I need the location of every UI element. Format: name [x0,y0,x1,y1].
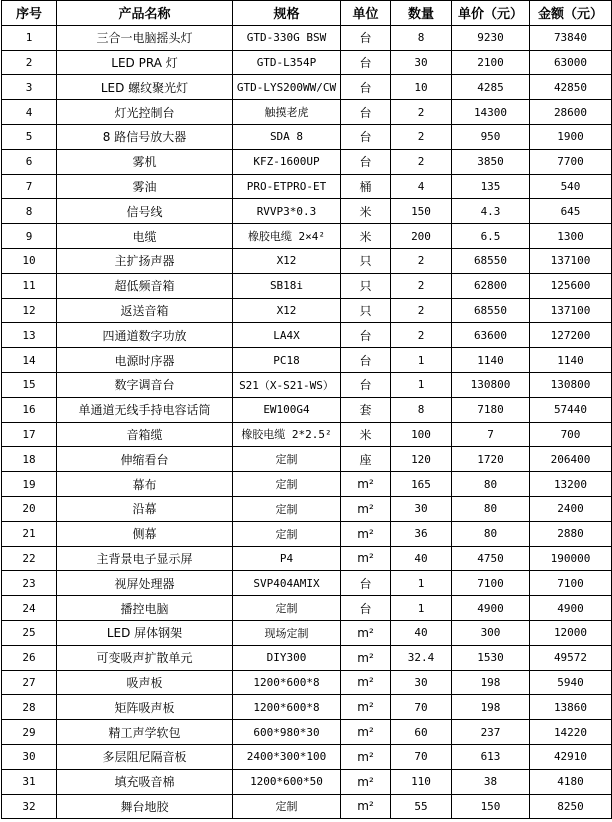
cell-row-index: 16 [2,397,57,422]
cell-spec: 1200*600*8 [233,670,341,695]
cell-row-index: 30 [2,744,57,769]
cell-row-index: 18 [2,447,57,472]
table-row [2,472,612,497]
cell-quantity: 8 [391,397,452,422]
cell-quantity: 2 [391,124,452,149]
cell-quantity: 70 [391,744,452,769]
cell-spec: EW100G4 [233,397,341,422]
table-row [2,348,612,373]
cell-unit: 台 [341,596,391,621]
cell-unit-price: 38 [452,769,530,794]
cell-quantity: 2 [391,100,452,125]
cell-spec: 定制 [233,447,341,472]
cell-unit: m² [341,720,391,745]
cell-unit-price: 6.5 [452,224,530,249]
cell-product-name: 音箱缆 [57,422,233,447]
cell-spec: 橡胶电缆 2×4² [233,224,341,249]
table-row [2,50,612,75]
table-row [2,695,612,720]
cell-product-name: 可变吸声扩散单元 [57,645,233,670]
table-row [2,596,612,621]
table-row [2,273,612,298]
col-header-unit: 单位 [341,1,391,26]
cell-unit-price: 68550 [452,248,530,273]
cell-quantity: 4 [391,174,452,199]
cell-row-index: 7 [2,174,57,199]
cell-amount: 13860 [530,695,612,720]
cell-row-index: 21 [2,521,57,546]
cell-spec: 600*980*30 [233,720,341,745]
cell-spec: 定制 [233,794,341,819]
cell-quantity: 1 [391,571,452,596]
cell-unit: 桶 [341,174,391,199]
cell-amount: 13200 [530,472,612,497]
cell-unit: m² [341,769,391,794]
cell-amount: 42910 [530,744,612,769]
cell-product-name: 8 路信号放大器 [57,124,233,149]
cell-spec: DIY300 [233,645,341,670]
cell-product-name: 雾机 [57,149,233,174]
cell-unit-price: 1720 [452,447,530,472]
cell-quantity: 1 [391,596,452,621]
cell-amount: 645 [530,199,612,224]
cell-amount: 190000 [530,546,612,571]
cell-row-index: 6 [2,149,57,174]
table-row [2,670,612,695]
table-row [2,496,612,521]
cell-product-name: 播控电脑 [57,596,233,621]
cell-unit: 米 [341,422,391,447]
cell-quantity: 40 [391,546,452,571]
cell-unit: 只 [341,273,391,298]
cell-spec: SDA 8 [233,124,341,149]
cell-unit: 台 [341,75,391,100]
table-row [2,769,612,794]
cell-unit: m² [341,472,391,497]
table-row [2,323,612,348]
cell-amount: 137100 [530,248,612,273]
cell-amount: 127200 [530,323,612,348]
cell-spec: SVP404AMIX [233,571,341,596]
cell-amount: 137100 [530,298,612,323]
cell-product-name: 四通道数字功放 [57,323,233,348]
table-row [2,372,612,397]
cell-unit: 米 [341,224,391,249]
cell-amount: 4180 [530,769,612,794]
cell-quantity: 2 [391,323,452,348]
cell-spec: LA4X [233,323,341,348]
cell-row-index: 15 [2,372,57,397]
cell-spec: P4 [233,546,341,571]
cell-unit-price: 4285 [452,75,530,100]
table-row [2,224,612,249]
cell-product-name: 超低频音箱 [57,273,233,298]
cell-quantity: 30 [391,496,452,521]
cell-amount: 125600 [530,273,612,298]
cell-product-name: 幕布 [57,472,233,497]
cell-amount: 1300 [530,224,612,249]
cell-quantity: 120 [391,447,452,472]
cell-product-name: 填充吸音棉 [57,769,233,794]
cell-amount: 63000 [530,50,612,75]
cell-amount: 7700 [530,149,612,174]
col-header-product-name: 产品名称 [57,1,233,26]
cell-amount: 1900 [530,124,612,149]
cell-unit-price: 63600 [452,323,530,348]
table-row [2,75,612,100]
cell-row-index: 25 [2,620,57,645]
cell-unit-price: 7 [452,422,530,447]
cell-row-index: 17 [2,422,57,447]
table-body [2,25,612,819]
cell-unit-price: 150 [452,794,530,819]
cell-quantity: 60 [391,720,452,745]
cell-row-index: 26 [2,645,57,670]
cell-unit: 台 [341,124,391,149]
cell-product-name: 多层阻尼隔音板 [57,744,233,769]
cell-quantity: 1 [391,348,452,373]
cell-unit: m² [341,670,391,695]
col-header-spec: 规格 [233,1,341,26]
cell-unit-price: 130800 [452,372,530,397]
col-header-amount: 金额（元） [530,1,612,26]
cell-quantity: 32.4 [391,645,452,670]
table-row [2,25,612,50]
cell-unit-price: 80 [452,496,530,521]
cell-amount: 28600 [530,100,612,125]
cell-unit: 米 [341,199,391,224]
cell-spec: 定制 [233,496,341,521]
cell-quantity: 150 [391,199,452,224]
cell-row-index: 9 [2,224,57,249]
col-header-unit-price: 单价（元） [452,1,530,26]
cell-spec: GTD-LYS200WW/CW [233,75,341,100]
cell-amount: 8250 [530,794,612,819]
cell-product-name: 返送音箱 [57,298,233,323]
cell-product-name: LED PRA 灯 [57,50,233,75]
cell-unit-price: 68550 [452,298,530,323]
cell-quantity: 165 [391,472,452,497]
cell-spec: PRO-ETPRO-ET [233,174,341,199]
cell-unit-price: 613 [452,744,530,769]
cell-unit: m² [341,794,391,819]
cell-product-name: 侧幕 [57,521,233,546]
cell-product-name: 矩阵吸声板 [57,695,233,720]
cell-row-index: 11 [2,273,57,298]
cell-product-name: 灯光控制台 [57,100,233,125]
table-row [2,620,612,645]
cell-spec: 橡胶电缆 2*2.5² [233,422,341,447]
cell-spec: X12 [233,298,341,323]
cell-quantity: 70 [391,695,452,720]
cell-spec: GTD-L354P [233,50,341,75]
cell-product-name: 伸缩看台 [57,447,233,472]
cell-unit: 套 [341,397,391,422]
cell-unit-price: 80 [452,472,530,497]
cell-row-index: 24 [2,596,57,621]
cell-unit: m² [341,521,391,546]
cell-spec: X12 [233,248,341,273]
cell-row-index: 12 [2,298,57,323]
cell-product-name: 视屏处理器 [57,571,233,596]
cell-amount: 5940 [530,670,612,695]
cell-row-index: 10 [2,248,57,273]
cell-spec: KFZ-1600UP [233,149,341,174]
cell-unit-price: 237 [452,720,530,745]
col-header-quantity: 数量 [391,1,452,26]
cell-amount: 206400 [530,447,612,472]
cell-quantity: 40 [391,620,452,645]
cell-unit: 台 [341,571,391,596]
cell-quantity: 8 [391,25,452,50]
cell-unit-price: 135 [452,174,530,199]
cell-quantity: 110 [391,769,452,794]
cell-unit-price: 4750 [452,546,530,571]
table-row [2,720,612,745]
cell-amount: 42850 [530,75,612,100]
cell-unit-price: 62800 [452,273,530,298]
cell-quantity: 55 [391,794,452,819]
cell-row-index: 28 [2,695,57,720]
equipment-price-table [1,0,612,819]
cell-row-index: 2 [2,50,57,75]
cell-spec: 2400*300*100 [233,744,341,769]
cell-row-index: 22 [2,546,57,571]
cell-spec: 定制 [233,596,341,621]
cell-unit-price: 3850 [452,149,530,174]
cell-spec: 现场定制 [233,620,341,645]
cell-amount: 7100 [530,571,612,596]
cell-row-index: 23 [2,571,57,596]
cell-amount: 130800 [530,372,612,397]
cell-row-index: 3 [2,75,57,100]
cell-product-name: 电源时序器 [57,348,233,373]
cell-unit: m² [341,496,391,521]
cell-amount: 57440 [530,397,612,422]
cell-quantity: 2 [391,298,452,323]
cell-unit: m² [341,744,391,769]
cell-unit: 座 [341,447,391,472]
table-row [2,100,612,125]
cell-product-name: 三合一电脑摇头灯 [57,25,233,50]
cell-product-name: 信号线 [57,199,233,224]
cell-unit: 台 [341,25,391,50]
cell-spec: PC18 [233,348,341,373]
cell-quantity: 30 [391,50,452,75]
cell-unit-price: 4900 [452,596,530,621]
cell-row-index: 27 [2,670,57,695]
cell-amount: 49572 [530,645,612,670]
cell-product-name: 精工声学软包 [57,720,233,745]
cell-product-name: LED 螺纹聚光灯 [57,75,233,100]
cell-row-index: 13 [2,323,57,348]
cell-amount: 540 [530,174,612,199]
cell-product-name: 数字调音台 [57,372,233,397]
cell-amount: 2400 [530,496,612,521]
table-row [2,248,612,273]
cell-unit-price: 80 [452,521,530,546]
cell-unit-price: 1140 [452,348,530,373]
table-row [2,124,612,149]
cell-unit: 台 [341,372,391,397]
table-row [2,521,612,546]
cell-unit-price: 4.3 [452,199,530,224]
cell-quantity: 2 [391,149,452,174]
cell-quantity: 200 [391,224,452,249]
cell-product-name: 吸声板 [57,670,233,695]
cell-unit: 台 [341,348,391,373]
cell-spec: SB18i [233,273,341,298]
cell-spec: 触摸老虎 [233,100,341,125]
table-row [2,422,612,447]
cell-unit-price: 7180 [452,397,530,422]
cell-unit: m² [341,546,391,571]
table-row [2,174,612,199]
cell-quantity: 2 [391,248,452,273]
cell-unit-price: 300 [452,620,530,645]
cell-spec: 1200*600*50 [233,769,341,794]
table-row [2,447,612,472]
table-row [2,149,612,174]
cell-row-index: 14 [2,348,57,373]
cell-row-index: 5 [2,124,57,149]
cell-row-index: 31 [2,769,57,794]
cell-amount: 1140 [530,348,612,373]
header-row [2,1,612,26]
cell-row-index: 29 [2,720,57,745]
cell-product-name: 沿幕 [57,496,233,521]
cell-product-name: 主背景电子显示屏 [57,546,233,571]
cell-product-name: 主扩扬声器 [57,248,233,273]
cell-unit-price: 198 [452,670,530,695]
cell-unit-price: 14300 [452,100,530,125]
col-header-index: 序号 [2,1,57,26]
cell-row-index: 19 [2,472,57,497]
cell-unit: 只 [341,248,391,273]
cell-unit-price: 9230 [452,25,530,50]
cell-spec: 定制 [233,521,341,546]
cell-unit: 台 [341,50,391,75]
table-row [2,298,612,323]
cell-spec: 1200*600*8 [233,695,341,720]
cell-unit-price: 950 [452,124,530,149]
cell-amount: 4900 [530,596,612,621]
cell-quantity: 10 [391,75,452,100]
cell-unit-price: 2100 [452,50,530,75]
cell-row-index: 20 [2,496,57,521]
table-row [2,571,612,596]
cell-unit: 台 [341,323,391,348]
cell-quantity: 36 [391,521,452,546]
cell-product-name: LED 屏体钢架 [57,620,233,645]
cell-amount: 2880 [530,521,612,546]
cell-unit: m² [341,695,391,720]
cell-unit: 台 [341,149,391,174]
cell-unit: 台 [341,100,391,125]
cell-unit: m² [341,645,391,670]
cell-unit: m² [341,620,391,645]
cell-product-name: 雾油 [57,174,233,199]
cell-row-index: 32 [2,794,57,819]
table-row [2,645,612,670]
cell-row-index: 8 [2,199,57,224]
table-row [2,794,612,819]
cell-product-name: 单通道无线手持电容话筒 [57,397,233,422]
table-row [2,744,612,769]
cell-unit-price: 198 [452,695,530,720]
table-row [2,546,612,571]
cell-unit-price: 7100 [452,571,530,596]
cell-row-index: 4 [2,100,57,125]
table-row [2,199,612,224]
cell-quantity: 100 [391,422,452,447]
cell-product-name: 电缆 [57,224,233,249]
cell-quantity: 1 [391,372,452,397]
cell-amount: 12000 [530,620,612,645]
cell-product-name: 舞台地胶 [57,794,233,819]
cell-spec: S21（X-S21-WS） [233,372,341,397]
cell-spec: GTD-330G BSW [233,25,341,50]
cell-unit-price: 1530 [452,645,530,670]
cell-spec: 定制 [233,472,341,497]
table-row [2,397,612,422]
cell-amount: 700 [530,422,612,447]
cell-row-index: 1 [2,25,57,50]
cell-quantity: 2 [391,273,452,298]
cell-unit: 只 [341,298,391,323]
cell-quantity: 30 [391,670,452,695]
cell-spec: RVVP3*0.3 [233,199,341,224]
cell-amount: 14220 [530,720,612,745]
cell-amount: 73840 [530,25,612,50]
